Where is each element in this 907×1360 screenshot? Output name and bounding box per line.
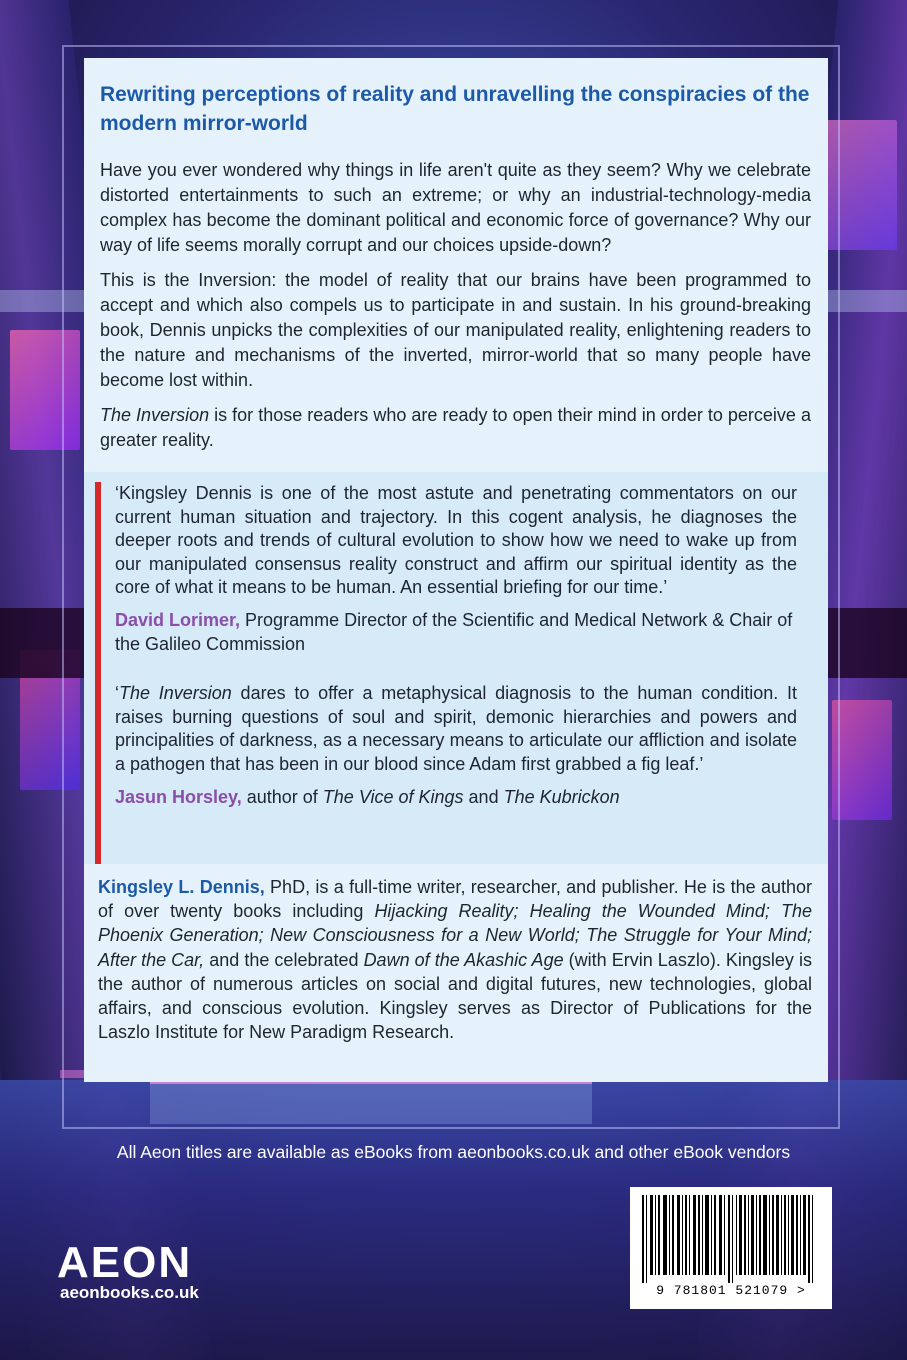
barcode-icon xyxy=(638,1195,824,1283)
blurb-content xyxy=(84,58,828,463)
endorser-name: David Lorimer, xyxy=(115,609,241,630)
headline: Rewriting perceptions of reality and unravelling the conspiracies of the modern mirror-world xyxy=(100,83,810,135)
book-title: The Vice of Kings xyxy=(322,786,464,807)
decorative-bar xyxy=(150,1080,592,1124)
publisher-logo: AEON xyxy=(57,1238,193,1287)
intro-paragraph-text: is for those readers who are ready to open their mind in order to perceive a greater reality. xyxy=(100,405,811,450)
quote-accent-bar xyxy=(95,482,101,864)
endorser-role: author of xyxy=(241,786,323,807)
book-title: The Inversion xyxy=(100,405,210,425)
neon-sign-image xyxy=(832,700,892,820)
intro-paragraph: This is the Inversion: the model of reality that our brains have been programmed to accept and which also compels us to participate in and sustain. In his ground-breaking book, Dennis unpicks the complexities of our manipulated reality, enlightening readers to the nature and mechanisms of the inverted, mirror-world that so many people have become lost within. xyxy=(100,270,811,390)
endorser-role: and xyxy=(463,786,504,807)
endorsement-quote: ‘Kingsley Dennis is one of the most astute and penetrating commentators on our current human situation and trajectory. In this cogent analysis, he diagnoses the deeper roots and trends of cultural evolution to show how we need to wake up from our manipulated consensus reality construct and affirm our spiritual identity as the core of what it means to be human. An essential briefing for our time.’ xyxy=(115,483,797,598)
bio-text: and the celebrated xyxy=(204,949,364,970)
book-title: The Inversion xyxy=(119,683,232,704)
intro-paragraph: Have you ever wondered why things in life aren't quite as they seem? Why we celebrate distorted entertainments to such an extreme; or why an industrial-technology-media complex has become the dominant political and economic force of governance? Why our way of life seems morally corrupt and our choices upside-down? xyxy=(100,160,811,255)
book-title: The Kubrickon xyxy=(503,786,620,807)
ebook-notice: All Aeon titles are available as eBooks from aeonbooks.co.uk and other eBook vendors xyxy=(116,1142,791,1162)
endorsement-quote xyxy=(115,682,797,776)
isbn-barcode xyxy=(630,1187,832,1309)
endorsement-attribution xyxy=(115,786,797,810)
book-titles: Hijacking Reality; Healing the Wounded Mind; The Phoenix Generation; New Consciousness for a New World; The Struggle for Your Mind; After the Car, xyxy=(98,901,812,970)
endorsement-quote-text: dares to offer a metaphysical diagnosis to the human condition. It raises burning questions of soul and spirit, demonic hierarchies and powers and principalities of darkness, as a necessary means to articulate our affliction and isolate a pathogen that has been in our blood since Adam first grabbed a fig leaf.’ xyxy=(115,683,797,774)
isbn-number: 9 781801 521079 > xyxy=(656,1283,806,1298)
author-bio xyxy=(98,875,812,1044)
bio-text: PhD, is a full-time writer, researcher, and publisher. He is the author of over twenty books including xyxy=(98,877,812,922)
intro-paragraph xyxy=(100,403,811,453)
endorser-name: Jasun Horsley, xyxy=(115,786,242,807)
endorser-role: Programme Director of the Scientific and Medical Network & Chair of the Galileo Commission xyxy=(115,609,793,654)
endorsement-attribution xyxy=(115,609,797,656)
quote-mark: ‘ xyxy=(115,683,119,704)
author-name: Kingsley L. Dennis, xyxy=(98,877,265,897)
publisher-url[interactable]: aeonbooks.co.uk xyxy=(60,1283,199,1302)
book-title: Dawn of the Akashic Age xyxy=(363,949,564,970)
endorsements xyxy=(115,482,797,818)
bio-text: (with Ervin Laszlo). Kingsley is the author of numerous articles on social and digital futures, new technologies, global affairs, and conscious evolution. Kingsley serves as Director of Publications for the Laszlo Institute for New Paradigm Research. xyxy=(98,949,812,1043)
